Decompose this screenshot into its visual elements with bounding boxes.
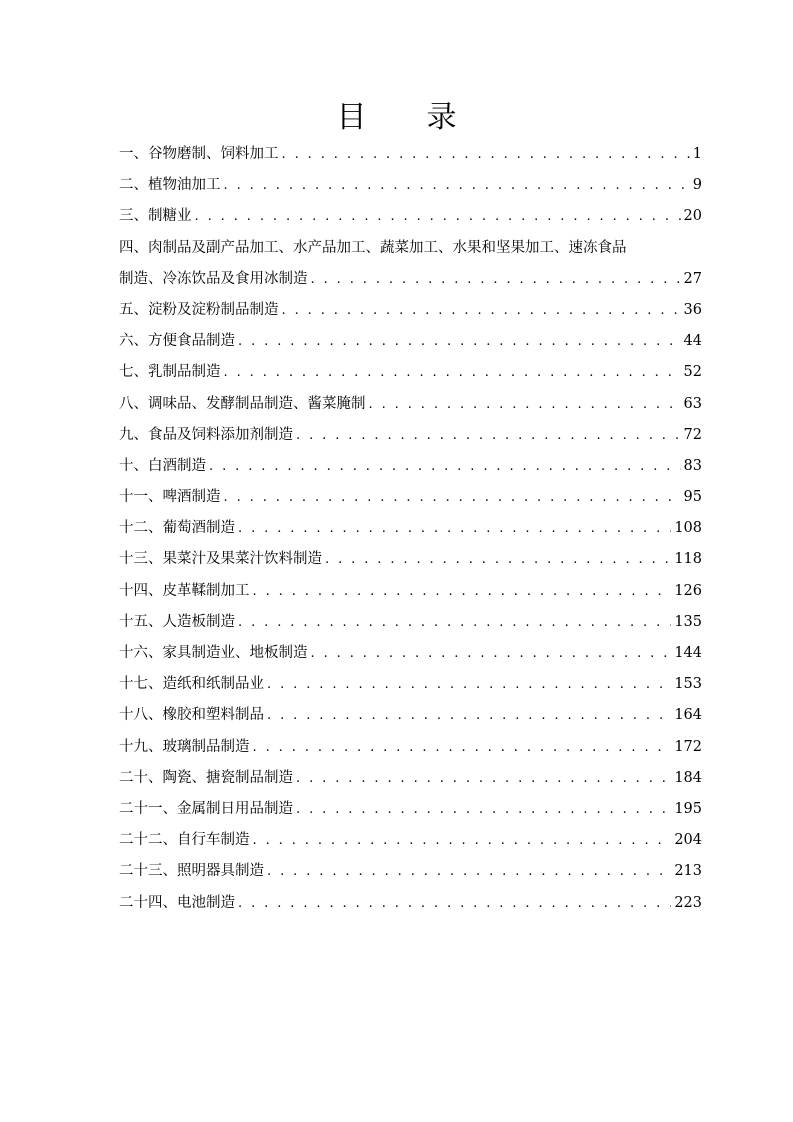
toc-entry-page: 204 [674,832,702,849]
toc-entry-8[interactable] [119,392,702,423]
page-title [0,98,793,138]
toc-entry-label: 五、淀粉及淀粉制品制造 [119,301,279,318]
toc-entry-page: 135 [674,613,702,630]
toc-entry-label: 二十四、电池制造 [119,894,235,911]
toc-entry-page: 95 [683,489,702,506]
toc-entry-page: 36 [683,301,702,318]
toc-entry-2[interactable] [119,173,702,204]
toc-entry-24[interactable] [119,891,702,922]
toc-entry-label: 三、制糖业 [119,208,192,225]
toc-entry-13[interactable] [119,547,702,578]
toc-leader-dots [282,143,690,167]
toc-entry-page: 195 [674,800,702,817]
toc-entry-9[interactable] [119,423,702,454]
toc-entry-11[interactable] [119,485,702,516]
toc-entry-18[interactable] [119,703,702,734]
toc-leader-dots [253,580,672,604]
toc-entry-5[interactable] [119,298,702,329]
toc-entry-4[interactable] [119,267,702,298]
toc-entry-page: 44 [683,333,702,350]
toc-entry-7[interactable] [119,360,702,391]
toc-entry-page: 83 [683,457,702,474]
toc-leader-dots [224,174,690,198]
toc-entry-page: 1 [692,146,702,162]
toc-entry-page: 172 [674,738,702,755]
toc-leader-dots [224,486,681,510]
toc-entry-17[interactable] [119,672,702,703]
toc-leader-dots [325,548,671,572]
toc-entry-label: 二十二、自行车制造 [119,832,250,849]
toc-entry-14[interactable] [119,579,702,610]
toc-entry-page: 184 [674,769,702,786]
toc-leader-dots [369,393,681,417]
toc-entry-label: 十五、人造板制造 [119,613,235,630]
toc-entry-label: 十四、皮革鞣制加工 [119,582,250,599]
title-char-2: 录 [426,100,457,135]
toc-entry-page: 213 [674,863,702,880]
toc-entry-page: 72 [683,426,702,443]
toc-entry-20[interactable] [119,766,702,797]
toc-leader-dots [311,642,672,666]
toc-entry-23[interactable] [119,859,702,890]
toc-leader-dots [238,330,681,354]
toc-leader-dots [253,829,672,853]
toc-entry-label: 十一、啤酒制造 [119,489,221,506]
toc-leader-dots [209,455,681,479]
toc-entry-page: 27 [683,270,702,287]
toc-entry-label: 十二、葡萄酒制造 [119,520,235,537]
table-of-contents [119,142,702,922]
toc-entry-15[interactable] [119,610,702,641]
toc-entry-19[interactable] [119,735,702,766]
toc-entry-1[interactable] [119,142,702,173]
toc-entry-label: 十、白酒制造 [119,457,206,474]
toc-entry-4-line-1[interactable] [119,236,702,267]
toc-leader-dots [296,424,681,448]
toc-entry-label: 八、调味品、发酵制品制造、酱菜腌制 [119,395,366,412]
toc-entry-page: 52 [683,364,702,381]
toc-leader-dots [296,767,671,791]
toc-entry-16[interactable] [119,641,702,672]
toc-entry-3[interactable] [119,204,702,235]
toc-entry-label: 六、方便食品制造 [119,333,235,350]
toc-entry-10[interactable] [119,454,702,485]
toc-entry-12[interactable] [119,516,702,547]
toc-entry-22[interactable] [119,828,702,859]
toc-leader-dots [238,517,671,541]
toc-leader-dots [267,673,671,697]
toc-leader-dots [238,892,671,916]
toc-entry-page: 126 [674,582,702,599]
toc-entry-label: 十九、玻璃制品制造 [119,738,250,755]
toc-entry-6[interactable] [119,329,702,360]
toc-leader-dots [195,205,681,229]
toc-leader-dots [267,860,671,884]
toc-entry-page: 63 [683,395,702,412]
toc-entry-label: 二十三、照明器具制造 [119,863,264,880]
toc-entry-label: 一、谷物磨制、饲料加工 [119,146,279,162]
toc-leader-dots [267,704,671,728]
toc-entry-page: 223 [674,894,702,911]
toc-entry-page: 108 [674,520,702,537]
toc-entry-21[interactable] [119,797,702,828]
toc-leader-dots [311,268,681,292]
title-char-1: 目 [336,100,367,135]
toc-entry-label: 七、乳制品制造 [119,364,221,381]
toc-leader-dots [282,299,681,323]
toc-entry-page: 20 [683,208,702,225]
toc-entry-label: 九、食品及饲料添加剂制造 [119,426,293,443]
toc-entry-label: 十六、家具制造业、地板制造 [119,645,308,661]
toc-entry-label: 十七、造纸和纸制品业 [119,676,264,693]
toc-entry-label: 制造、冷冻饮品及食用冰制造 [119,270,308,287]
toc-entry-page: 118 [674,551,702,568]
toc-entry-label: 二、植物油加工 [119,177,221,194]
toc-leader-dots [238,611,671,635]
toc-entry-label: 四、肉制品及副产品加工、水产品加工、蔬菜加工、水果和坚果加工、速冻食品 [119,239,627,256]
toc-entry-label: 二十、陶瓷、搪瓷制品制造 [119,769,293,786]
toc-entry-label: 二十一、金属制日用品制造 [119,800,293,817]
toc-entry-page: 144 [674,645,702,661]
toc-entry-label: 十八、橡胶和塑料制品 [119,707,264,724]
toc-leader-dots [296,798,671,822]
toc-entry-page: 9 [692,177,702,194]
toc-entry-label: 十三、果菜汁及果菜汁饮料制造 [119,551,322,568]
toc-entry-page: 153 [674,676,702,693]
toc-entry-page: 164 [674,707,702,724]
toc-leader-dots [253,736,672,760]
toc-leader-dots [224,361,681,385]
